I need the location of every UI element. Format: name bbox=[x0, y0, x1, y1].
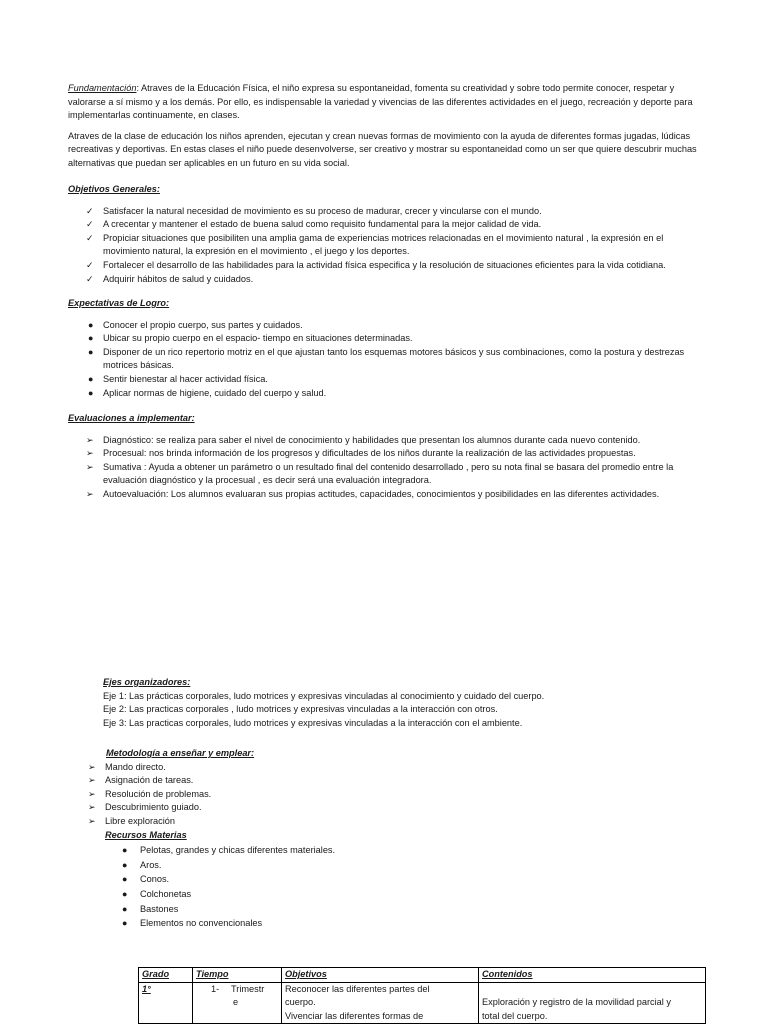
arrow-bullet-icon: ➢ bbox=[88, 802, 96, 813]
bullet-icon: ● bbox=[122, 859, 128, 870]
list-item: ● Pelotas, grandes y chicas diferentes materiales. bbox=[70, 844, 710, 858]
arrow-bullet-icon: ➢ bbox=[86, 434, 94, 445]
eje-1: Eje 1: Las prácticas corporales, ludo motrices y expresivas vinculadas al conocimiento y cuidado del cuerpo. bbox=[103, 690, 545, 701]
table-header-row bbox=[139, 968, 706, 983]
bullet-icon: ● bbox=[88, 387, 94, 398]
expectativas-section bbox=[68, 297, 708, 400]
cell-grado: 1° bbox=[139, 982, 193, 1024]
list-item: ➢ Resolución de problemas. bbox=[70, 788, 710, 802]
bullet-icon: ● bbox=[122, 874, 128, 885]
list-item: ● Aplicar normas de higiene, cuidado del cuerpo y salud. bbox=[68, 387, 708, 401]
list-item: ✓ Adquirir hábitos de salud y cuidados. bbox=[68, 273, 708, 287]
bullet-icon: ● bbox=[88, 319, 94, 330]
fundamentacion-paragraph bbox=[68, 82, 708, 123]
arrow-bullet-icon: ➢ bbox=[88, 815, 96, 826]
list-item: ➢ Diagnóstico: se realiza para saber el nivel de conocimiento y habilidades que presentan los alumnos durante cada nuevo contenido. bbox=[68, 434, 708, 448]
recursos-heading: Recursos Materias bbox=[105, 829, 187, 840]
table-row bbox=[139, 982, 706, 1024]
list-item: ✓ Propiciar situaciones que posibiliten una amplia gama de experiencias motrices relacionadas en el movimiento natural , la expresión en el movimiento natural, la expresión en el movimiento , el juego y los deportes. bbox=[86, 232, 664, 257]
arrow-bullet-icon: ➢ bbox=[86, 448, 94, 459]
list-item: ● Elementos no convencionales bbox=[70, 917, 710, 931]
arrow-bullet-icon: ➢ bbox=[86, 488, 94, 499]
check-icon: ✓ bbox=[86, 219, 94, 230]
bullet-icon: ● bbox=[122, 903, 128, 914]
list-item: ✓ A crecentar y mantener el estado de buena salud como requisito fundamental para la mejor calidad de vida. bbox=[68, 218, 708, 232]
metodologia-list bbox=[70, 761, 710, 829]
bullet-icon: ● bbox=[122, 888, 128, 899]
list-item: ● Aros. bbox=[70, 859, 710, 873]
objetivos-section bbox=[68, 183, 708, 286]
objetivos-list bbox=[68, 205, 708, 287]
list-item: ✓ Fortalecer el desarrollo de las habilidades para la actividad física especifica y la resolución de situaciones eficientes para la vida cotidiana. bbox=[68, 259, 708, 273]
arrow-bullet-icon: ➢ bbox=[88, 775, 96, 786]
evaluaciones-section bbox=[68, 412, 708, 502]
list-item: ● Conocer el propio cuerpo, sus partes y cuidados. bbox=[68, 319, 708, 333]
list-item: ● Ubicar su propio cuerpo en el espacio- tiempo en situaciones determinadas. bbox=[68, 332, 708, 346]
arrow-bullet-icon: ➢ bbox=[86, 461, 94, 472]
cell-tiempo: 1- Trimestr e bbox=[193, 982, 282, 1024]
list-item: ➢ Descubrimiento guiado. bbox=[70, 801, 710, 815]
fundamentacion-paragraph-2: Atraves de la clase de educación los niños aprenden, ejecutan y crean nuevas formas de movimiento con la ayuda de diferentes formas jugadas, lúdicas recreativas y deportivas. En estas clases el niño puede desenvolverse, ser creativo y mostrar su espontaneidad como un ser que quiere descubrir muchas alternativas que puedan ser aplicables en un futuro en su vida social. bbox=[68, 130, 697, 168]
expectativas-heading: Expectativas de Logro: bbox=[68, 298, 170, 308]
cell-contenidos: Exploración y registro de la movilidad parcial y total del cuerpo. bbox=[479, 982, 706, 1024]
list-item: ● Disponer de un rico repertorio motriz en el que ajustan tanto los esquemas motores básicos y sus combinaciones, como la postura y destrezas motrices básicas. bbox=[88, 346, 685, 371]
metodologia-section bbox=[70, 747, 710, 931]
arrow-bullet-icon: ➢ bbox=[88, 761, 96, 772]
arrow-bullet-icon: ➢ bbox=[88, 788, 96, 799]
list-item: ✓ Satisfacer la natural necesidad de movimiento es su proceso de madurar, crecer y vincularse con el mundo. bbox=[68, 205, 708, 219]
expectativas-list bbox=[68, 319, 708, 401]
list-item: ➢ Libre exploración bbox=[70, 815, 710, 829]
check-icon: ✓ bbox=[86, 273, 94, 284]
header-grado: Grado bbox=[139, 968, 193, 983]
list-item: ➢ Procesual: nos brinda información de los progresos y dificultades de los niños durante la realización de las actividades propuestas. bbox=[68, 447, 708, 461]
eje-2: Eje 2: Las practicas corporales , ludo motrices y expresivas vinculadas a la interacción con otros. bbox=[103, 704, 498, 715]
list-item: ● Sentir bienestar al hacer actividad física. bbox=[68, 373, 708, 387]
ejes-heading: Ejes organizadores: bbox=[103, 677, 191, 687]
planning-table bbox=[138, 967, 706, 1024]
header-objetivos: Objetivos bbox=[282, 968, 479, 983]
check-icon: ✓ bbox=[86, 259, 94, 270]
bullet-icon: ● bbox=[122, 845, 128, 856]
fundamentacion-heading: Fundamentación bbox=[68, 83, 137, 93]
eje-3: Eje 3: Las practicas corporales, ludo motrices y expresivas vinculadas a la interacción con el ambiente. bbox=[103, 717, 523, 728]
evaluaciones-heading: Evaluaciones a implementar: bbox=[68, 413, 195, 423]
evaluaciones-list bbox=[68, 434, 708, 502]
ejes-section bbox=[103, 676, 703, 730]
list-item: ● Conos. bbox=[70, 873, 710, 887]
objetivos-heading: Objetivos Generales: bbox=[68, 184, 160, 194]
list-item: ➢ Mando directo. bbox=[70, 761, 710, 775]
header-tiempo: Tiempo bbox=[193, 968, 282, 983]
fundamentacion-text: : Atraves de la Educación Física, el niño expresa su espontaneidad, fomenta su creatividad y sobre todo permite conocer, respetar y valorarse a sí mismo y a los demás. Por ello, es indispensable la variedad y vivencias de las diferentes actividades en el juego, recreación y deporte para implementarlas continuamente, en clases. bbox=[68, 83, 693, 121]
list-item: ● Bastones bbox=[70, 903, 710, 917]
metodologia-heading: Metodología a enseñar y emplear: bbox=[106, 748, 255, 758]
check-icon: ✓ bbox=[86, 205, 94, 216]
list-item: ➢ Asignación de tareas. bbox=[70, 774, 710, 788]
bullet-icon: ● bbox=[88, 346, 94, 357]
check-icon: ✓ bbox=[86, 232, 94, 243]
list-item: ● Colchonetas bbox=[70, 888, 710, 902]
list-item: ➢ Sumativa : Ayuda a obtener un parámetro o un resultado final del contenido desarrollado , pero su nota final se basara del promedio entre la evaluación diagnóstico y la procesual , es decir será una evaluación integradora. bbox=[86, 461, 674, 486]
bullet-icon: ● bbox=[88, 373, 94, 384]
bullet-icon: ● bbox=[88, 333, 94, 344]
recursos-list bbox=[70, 844, 710, 931]
fundamentacion-section bbox=[68, 82, 708, 171]
cell-objetivos: Reconocer las diferentes partes del cuerpo. Vivenciar las diferentes formas de bbox=[282, 982, 479, 1024]
list-item: ➢ Autoevaluación: Los alumnos evaluaran sus propias actitudes, capacidades, conocimientos y posibilidades en las diferentes actividades. bbox=[68, 488, 708, 502]
bullet-icon: ● bbox=[122, 918, 128, 929]
header-contenidos: Contenidos bbox=[479, 968, 706, 983]
